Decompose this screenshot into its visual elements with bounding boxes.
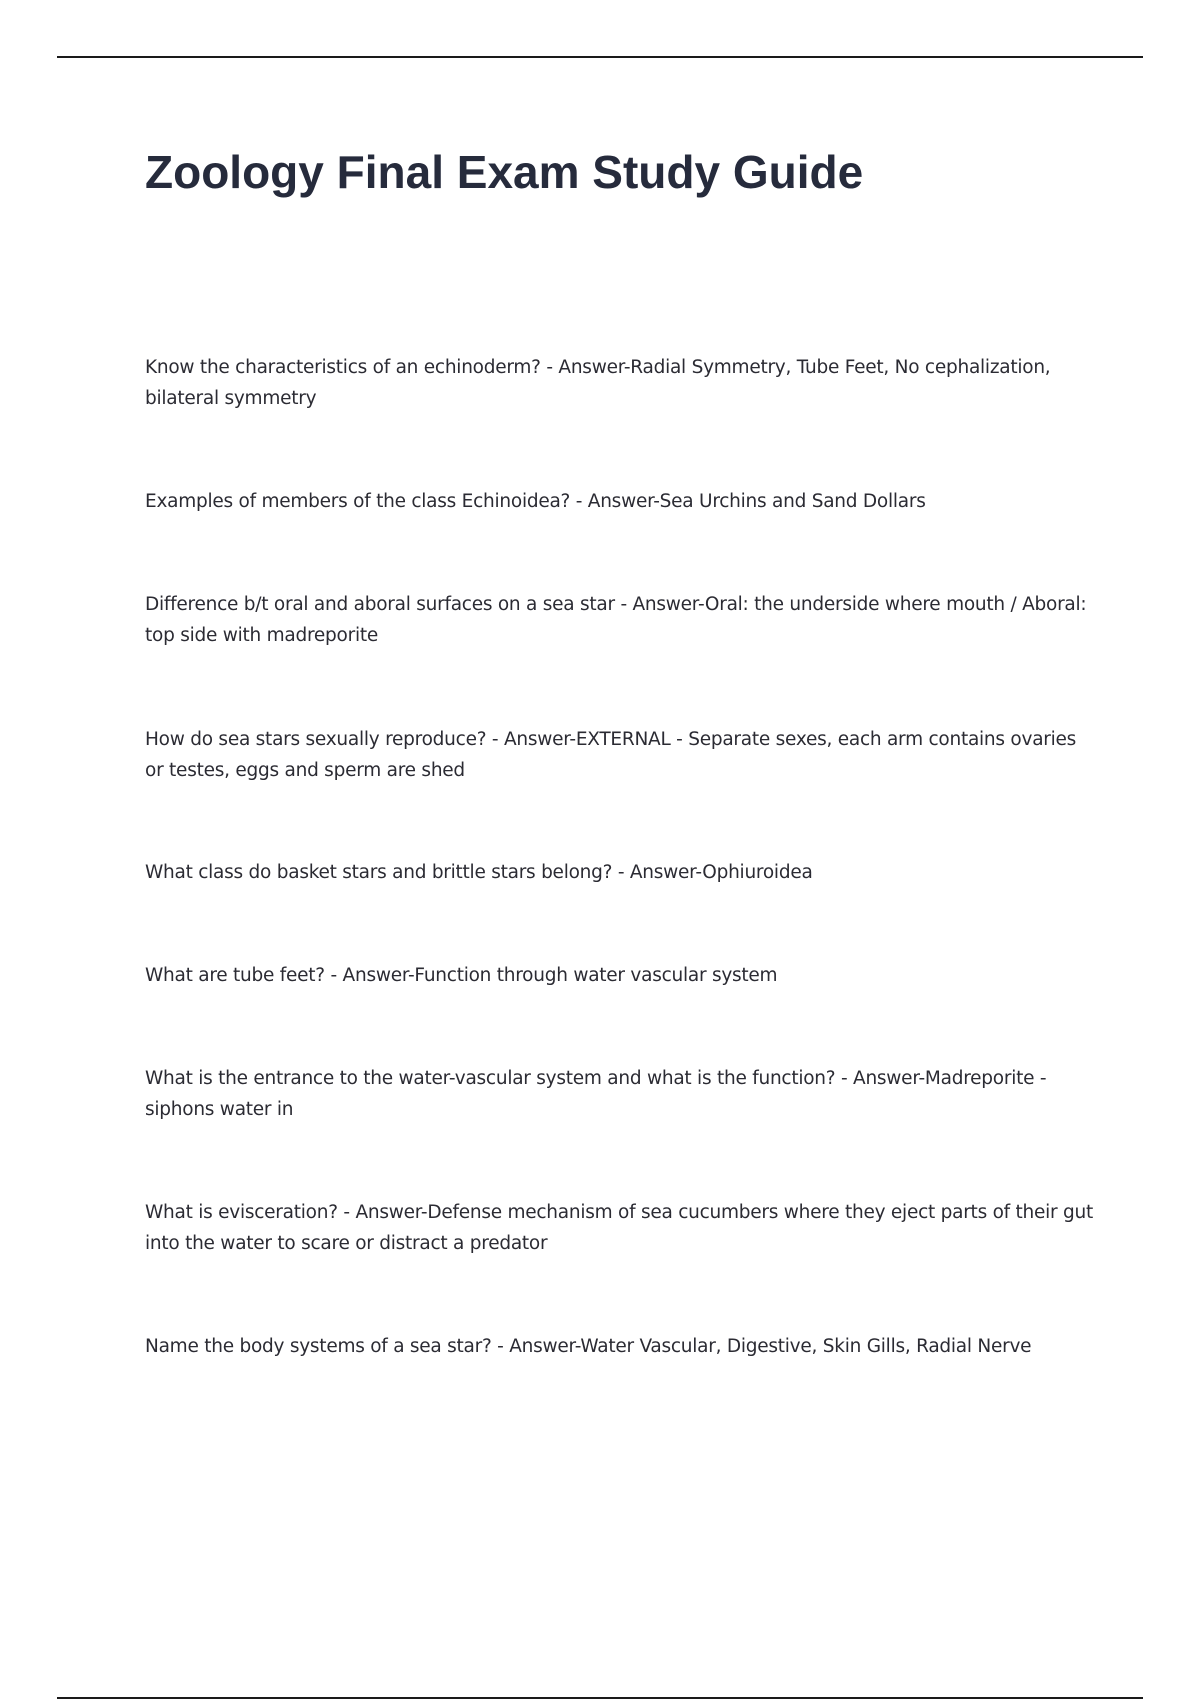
top-divider [57, 56, 1143, 58]
qa-item: How do sea stars sexually reproduce? - Answer-EXTERNAL - Separate sexes, each arm contains ovaries or testes, eggs and sperm are shed [145, 729, 1077, 781]
qa-item: What is evisceration? - Answer-Defense mechanism of sea cucumbers where they eject parts of their gut into the water to scare or distract a predator [145, 1202, 1094, 1254]
qa-item: Name the body systems of a sea star? - Answer-Water Vascular, Digestive, Skin Gills, Radial Nerve [145, 1336, 1032, 1357]
qa-item: What class do basket stars and brittle stars belong? - Answer-Ophiuroidea [145, 862, 813, 883]
qa-item: What is the entrance to the water-vascular system and what is the function? - Answer-Madreporite - siphons water in [145, 1068, 1047, 1120]
page-title: Zoology Final Exam Study Guide [145, 146, 864, 198]
bottom-divider [57, 1697, 1143, 1699]
qa-item: What are tube feet? - Answer-Function through water vascular system [145, 965, 778, 986]
qa-item: Examples of members of the class Echinoidea? - Answer-Sea Urchins and Sand Dollars [145, 491, 926, 512]
qa-item: Difference b/t oral and aboral surfaces on a sea star - Answer-Oral: the underside where mouth / Aboral: top side with madreporite [145, 594, 1087, 646]
qa-item: Know the characteristics of an echinoderm? - Answer-Radial Symmetry, Tube Feet, No cephalization, bilateral symmetry [145, 357, 1051, 409]
